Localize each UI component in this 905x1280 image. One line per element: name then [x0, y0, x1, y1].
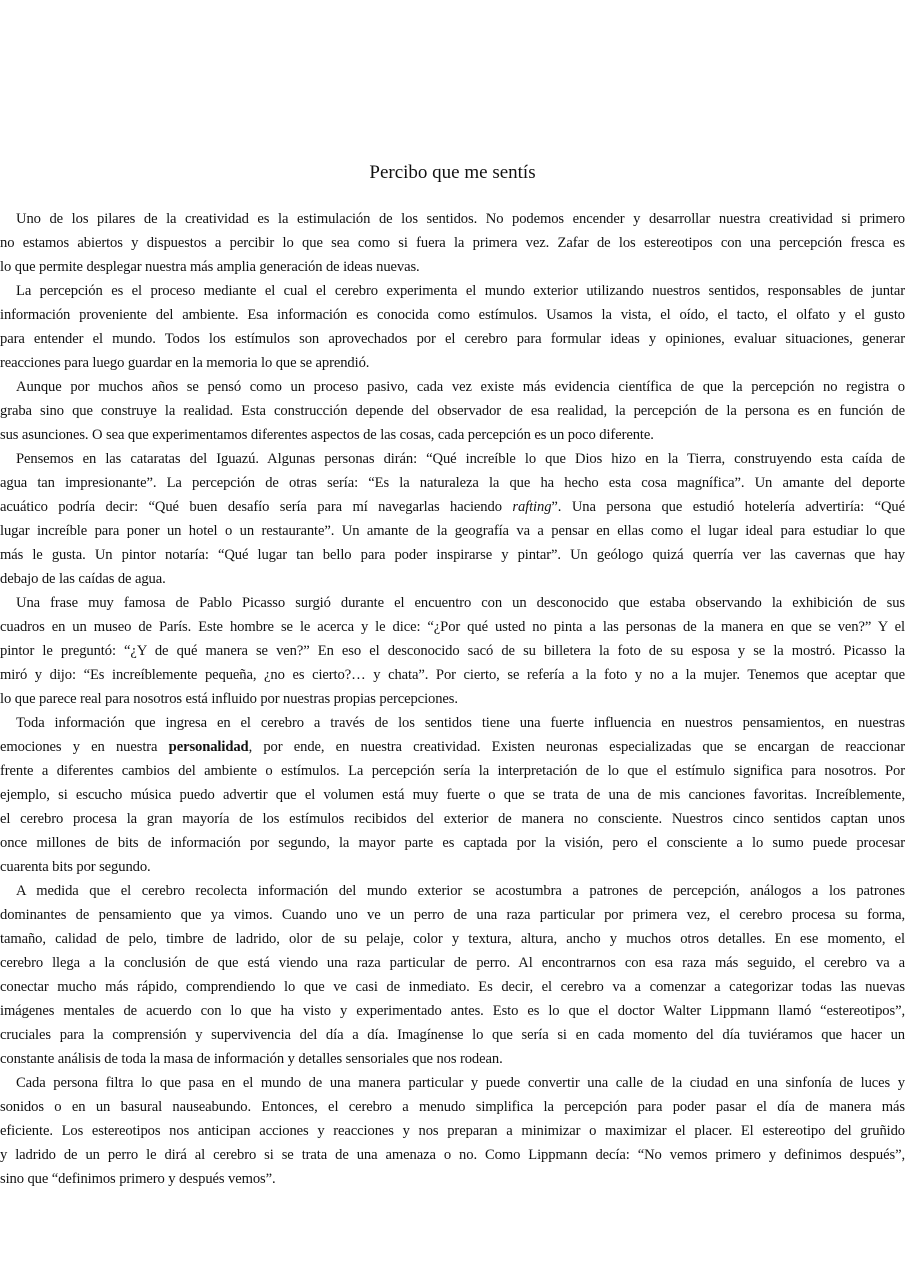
text-line: frente a diferentes cambios del ambiente o estímulos. La percepción sería la interpretación de lo que el estímulo significa para nosotros. Por — [0, 763, 905, 779]
text-line: dominantes de pensamiento que ya vimos. Cuando uno ve un perro de una raza particular por primera vez, el cerebro procesa su forma, — [0, 907, 905, 923]
text-line: agua tan impresionante”. La percepción de otras sería: “Es la naturaleza la que ha hecho esta cosa magnífica”. Un amante del deporte — [0, 475, 905, 491]
text-line: imágenes mentales de acuerdo con lo que ha visto y experimentado antes. Esto es lo que el doctor Walter Lippmann llamó “estereotipos”, — [0, 1003, 905, 1019]
text-line: pintor le preguntó: “¿Y de qué manera se ven?” En eso el desconocido sacó de su billetera la foto de su esposa y se la mostró. Picasso la — [0, 643, 905, 659]
text-segment: acuático podría decir: “Qué buen desafío sería para mí navegarlas haciendo — [0, 499, 513, 515]
text-line: cuadros en un museo de París. Este hombre se le acerca y le dice: “¿Por qué usted no pinta a las personas de la manera en que se ven?” Y el — [0, 619, 905, 635]
text-line: ejemplo, si escucho música puedo advertir que el volumen está muy fuerte o que se trata de una de mis canciones favoritas. Increíblemente, — [0, 787, 905, 803]
italic-text: rafting — [512, 499, 552, 515]
paragraph — [0, 279, 905, 375]
text-line: Uno de los pilares de la creatividad es la estimulación de los sentidos. No podemos encender y desarrollar nuestra creatividad si primero — [16, 211, 905, 227]
text-line: tamaño, calidad de pelo, timbre de ladrido, olor de su pelaje, color y textura, altura, ancho y muchos otros detalles. En ese momento, el — [0, 931, 905, 947]
document-body — [0, 207, 905, 1191]
text-line: lo que permite desplegar nuestra más amplia generación de ideas nuevas. — [0, 259, 420, 275]
text-line: conectar mucho más rápido, comprendiendo lo que ve casi de inmediato. Es decir, el cerebro va a comenzar a categorizar todas las nuevas — [0, 979, 905, 995]
text-line: A medida que el cerebro recolecta información del mundo exterior se acostumbra a patrones de percepción, análogos a los patrones — [16, 883, 905, 899]
text-segment: ”. Una persona que estudió hotelería advertiría: “Qué — [551, 499, 905, 515]
text-segment: , por ende, en nuestra creatividad. Existen neuronas especializadas que se encargan de reaccionar — [248, 739, 905, 755]
text-segment: emociones y en nuestra — [0, 739, 169, 755]
text-line: Una frase muy famosa de Pablo Picasso surgió durante el encuentro con un desconocido que estaba observando la exhibición de sus — [16, 595, 905, 611]
text-line: y ladrido de un perro le dirá al cerebro si se trata de una amenaza o no. Como Lippmann decía: “No vemos primero y definimos después”, — [0, 1147, 905, 1163]
text-line: el cerebro procesa la gran mayoría de los estímulos recibidos del exterior de manera no consciente. Nuestros cinco sentidos captan unos — [0, 811, 905, 827]
text-line: graba sino que construye la realidad. Esta construcción depende del observador de esa realidad, la percepción de la persona es en función de — [0, 403, 905, 419]
text-line: Toda información que ingresa en el cerebro a través de los sentidos tiene una fuerte influencia en nuestros pensamientos, en nuestras — [16, 715, 905, 731]
paragraph — [0, 591, 905, 711]
text-line: información proveniente del ambiente. Esa información es conocida como estímulos. Usamos la vista, el oído, el tacto, el olfato y el gusto — [0, 307, 905, 323]
text-line — [0, 735, 905, 759]
text-line: lugar increíble para poner un hotel o un restaurante”. Un amante de la geografía va a pensar en ellas como el lugar ideal para estudiar lo que — [0, 523, 905, 539]
text-line: miró y dijo: “Es increíblemente pequeña, ¿no es cierto?… y chata”. Por cierto, se refería a la foto y no a la mujer. Tenemos que aceptar que — [0, 667, 905, 683]
bold-text: personalidad — [168, 739, 249, 755]
text-line: cuarenta bits por segundo. — [0, 859, 151, 875]
text-line: debajo de las caídas de agua. — [0, 571, 166, 587]
text-line: once millones de bits de información por segundo, la mayor parte es captada por la visión, pero el consciente a lo sumo puede procesar — [0, 835, 905, 851]
text-line: sino que “definimos primero y después vemos”. — [0, 1171, 276, 1187]
paragraph — [0, 711, 905, 879]
text-line: reacciones para luego guardar en la memoria lo que se aprendió. — [0, 355, 370, 371]
text-line: Cada persona filtra lo que pasa en el mundo de una manera particular y puede convertir una calle de la ciudad en una sinfonía de luces y — [16, 1075, 905, 1091]
page-title: Percibo que me sentís — [369, 162, 536, 183]
text-line: sonidos o en un basural nauseabundo. Entonces, el cerebro a menudo simplifica la percepción para poder pasar el día de manera más — [0, 1099, 905, 1115]
text-line: constante análisis de toda la masa de información y detalles sensoriales que nos rodean. — [0, 1051, 503, 1067]
text-line: Pensemos en las cataratas del Iguazú. Algunas personas dirán: “Qué increíble lo que Dios hizo en la Tierra, construyendo esta caída de — [16, 451, 905, 467]
text-line: cruciales para la comprensión y supervivencia del día a día. Imagínense lo que sería si en cada momento del día tuviéramos que hacer un — [0, 1027, 905, 1043]
text-line: Aunque por muchos años se pensó como un proceso pasivo, cada vez existe más evidencia científica de que la percepción no registra o — [16, 379, 905, 395]
text-line: más le gusta. Un pintor notaría: “Qué lugar tan bello para poder inspirarse y pintar”. Un geólogo quizá querría ver las cavernas que hay — [0, 547, 905, 563]
paragraph — [0, 207, 905, 279]
text-line: cerebro llega a la conclusión de que está viendo una raza particular de perro. Al encontrarnos con esa raza más seguido, el cerebro va a — [0, 955, 905, 971]
paragraph — [0, 1071, 905, 1191]
paragraph — [0, 375, 905, 447]
text-line: La percepción es el proceso mediante el cual el cerebro experimenta el mundo exterior utilizando nuestros sentidos, responsables de juntar — [16, 283, 905, 299]
paragraph — [0, 447, 905, 591]
text-line: para entender el mundo. Todos los estímulos son aprovechados por el cerebro para formular ideas y opiniones, evaluar situaciones, generar — [0, 331, 905, 347]
text-line: lo que parece real para nosotros está influido por nuestras propias percepciones. — [0, 691, 458, 707]
paragraph — [0, 879, 905, 1071]
text-line: eficiente. Los estereotipos nos anticipan acciones y reacciones y nos preparan a minimizar o maximizar el placer. El estereotipo del gruñido — [0, 1123, 905, 1139]
text-line — [0, 495, 905, 519]
text-line: no estamos abiertos y dispuestos a percibir lo que sea como si fuera la primera vez. Zafar de los estereotipos con una percepción fresca es — [0, 235, 905, 251]
text-line: sus asunciones. O sea que experimentamos diferentes aspectos de las cosas, cada percepción es un poco diferente. — [0, 427, 654, 443]
